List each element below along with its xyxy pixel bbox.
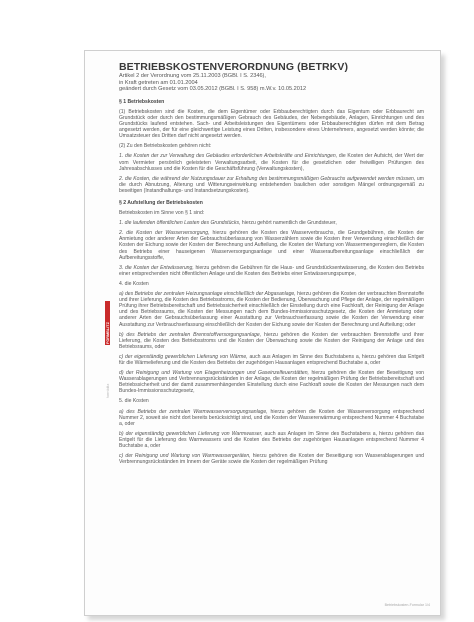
section-1-heading: § 1 Betriebskosten	[119, 98, 165, 105]
section-2-item-4a-text: hierzu gehören die Kosten der verbrauchten Brennstoffe und ihrer Lieferung, die Kosten des Betriebsstroms, die Kosten der Bedienung, Überwachung und Pflege der Anlage, der regelmäßigen Prüfung ihrer Betriebsbereitschaft und Betriebssicherheit einschließlich der Einstellung durch eine Fachkraft, der Reinigung der Anlage und des Betriebsraums, die Kosten der Messungen nach dem Bundes-Immissionsschutzgesetz, die Kosten der Anmietung oder anderer Arten der Gebrauchsüberlassung einer Ausstattung zur Verbrauchserfassung sowie die Kosten der Verwendung einer Ausstattung zur Verbrauchserfassung einschließlich der Kosten der Eichung sowie der Kosten der Berechnung und Aufteilung; oder	[119, 291, 424, 328]
section-2-item-5c	[119, 453, 424, 465]
section-2-item-4d-text: hierzu gehören die Kosten der Beseitigung von Wasserablagerungen und Verbrennungsrückständen in der Anlage, die Kosten der regelmäßigen Prüfung der Betriebsbereitschaft und Betriebssicherheit und der damit zusammenhängenden Einstellung durch eine Fachkraft sowie die Kosten der Messungen nach dem Bundes-Immissionsschutzgesetz,	[119, 370, 424, 395]
section-2-item-5b-italic: b) der eigenständig gewerblichen Lieferung von Warmwasser,	[119, 430, 263, 437]
document-content	[119, 61, 424, 465]
section-2-item-5b	[119, 431, 424, 449]
section-2-item-3	[119, 265, 424, 277]
page-footer: Betriebskosten-Formular 1/4	[384, 603, 430, 607]
document-subtitle-line-1: Artikel 2 der Verordnung vom 25.11.2003 (BGBl. I S. 2346),	[119, 73, 266, 79]
section-2-item-4d-italic: d) der Reinigung und Wartung von Etagenheizungen und Gaseinzelfeuerstätten,	[119, 370, 309, 377]
section-2-item-2	[119, 230, 424, 260]
section-2-item-2-italic: 2. die Kosten der Wasserversorgung,	[119, 230, 210, 237]
section-1-item-1-text: die Kosten der Aufsicht, der Wert der vom Vermieter persönlich geleisteten Verwaltungsarbeit, die Kosten für die gesetzlichen oder freiwilligen Prüfungen des Jahresabschlusses und die Kosten für die Geschäftsführung (Verwaltungskosten),	[119, 153, 424, 172]
section-2-item-2-text: hierzu gehören die Kosten des Wasserverbrauchs, die Grundgebühren, die Kosten der Anmietung oder anderer Arten der Gebrauchsüberlassung von Wasserzählern sowie die Kosten ihrer Verwendung einschließlich der Kosten der Eichung sowie der Kosten der Berechnung und Aufteilung, die Kosten der Wartung von Wassermengenreglern, die Kosten des Betriebs einer hauseigenen Wasserversorgungsanlage und einer Wasseraufbereitungsanlage einschließlich der Aufbereitungsstoffe,	[119, 230, 425, 261]
section-2-item-4b	[119, 332, 424, 350]
brand-logo-text-grey: formblitz	[106, 383, 110, 398]
section-1-item-2-text: um die durch Abnutzung, Alterung und Witterungseinwirkung entstehenden baulichen oder sonstigen Mängel ordnungsgemäß zu beseitigen (Instandhaltungs- und Instandsetzungskosten).	[119, 175, 424, 194]
section-2-item-5a-text: hierzu gehören die Kosten der Wasserversorgung entsprechend Nummer 2, soweit sie nicht dort bereits berücksichtigt sind, und die Kosten der Wassererwärmung entsprechend Nummer 4 Buchstabe a, oder	[119, 408, 424, 427]
section-2-item-5c-italic: c) der Reinigung und Wartung von Warmwassergeräten,	[119, 453, 251, 460]
section-2-item-5a-italic: a) des Betriebs der zentralen Warmwasserversorgungsanlage,	[119, 408, 268, 415]
section-2-item-3-italic: 3. die Kosten der Entwässerung,	[119, 264, 194, 271]
document-subtitle-line-3: geändert durch Gesetz vom 03.05.2012 (BGBl. I S. 958) m.W.v. 10.05.2012	[119, 86, 307, 93]
brand-logo-text: FORMBLITZ	[106, 322, 110, 344]
section-2-item-5c-text: hierzu gehören die Kosten der Beseitigung von Wasserablagerungen und Verbrennungsrückständen im Innern der Geräte sowie die Kosten der regelmäßigen Prüfung	[119, 453, 424, 466]
section-1-paragraph-2: (2) Zu den Betriebskosten gehören nicht:	[119, 143, 212, 150]
section-2-item-4c-italic: c) der eigenständig gewerblichen Lieferung von Wärme,	[119, 353, 248, 360]
section-2-item-5b-text: auch aus Anlagen im Sinne des Buchstabens a, hierzu gehören das Entgelt für die Lieferung des Warmwassers und die Kosten des Betriebs der zugehörigen Hausanlagen entsprechend Nummer 4 Buchstabe a, oder	[119, 430, 424, 449]
brand-logo-grey	[105, 347, 110, 399]
section-1-item-2-italic: 2. die Kosten, die während der Nutzungsdauer zur Erhaltung des bestimmungsmäßigen Gebrauchs aufgewendet werden müssen,	[119, 175, 416, 182]
section-2-item-4b-text: hierzu gehören die Kosten der verbrauchten Brennstoffe und ihrer Lieferung, die Kosten des Betriebsstroms und die Kosten der Überwachung sowie die Kosten der Reinigung der Anlage und des Betriebsraums, oder	[119, 331, 424, 350]
section-2-item-5: 5. die Kosten	[119, 398, 149, 405]
document-title: BETRIEBSKOSTENVERORDNUNG (BETRKV)	[119, 61, 349, 73]
section-2-item-1-text: hierzu gehört namentlich die Grundsteuer,	[240, 220, 337, 227]
section-2-item-4c	[119, 354, 424, 366]
section-2-item-5a	[119, 409, 424, 427]
section-2-item-4a	[119, 291, 424, 328]
section-1-item-2	[119, 176, 424, 194]
section-1-item-1-italic: 1. die Kosten der zur Verwaltung des Gebäudes erforderlichen Arbeitskräfte und Einrichtungen,	[119, 153, 338, 160]
section-2-item-3-text: hierzu gehören die Gebühren für die Haus- und Grundstücksentwässerung, die Kosten des Betriebs einer entsprechenden nicht öffentlichen Anlage und die Kosten des Betriebs einer Entwässerungspumpe,	[119, 264, 424, 277]
document-page	[84, 50, 441, 616]
section-2-item-1	[119, 220, 424, 226]
section-2-item-4: 4. die Kosten	[119, 280, 149, 287]
section-2-item-1-italic: 1. die laufenden öffentlichen Lasten des Grundstücks,	[119, 220, 241, 227]
brand-sideband	[105, 301, 110, 401]
section-2-intro: Betriebskosten im Sinne von § 1 sind:	[119, 210, 205, 217]
section-2-heading: § 2 Aufstellung der Betriebskosten	[119, 200, 203, 206]
document-subtitle-line-2: in Kraft getreten am 01.01.2004	[119, 79, 198, 86]
section-1-paragraph-1: (1) Betriebskosten sind die Kosten, die dem Eigentümer oder Erbbauberechtigten durch das Eigentum oder Erbbaurecht am Grundstück oder durch den bestimmungsmäßigen Gebrauch des Gebäudes, der Nebengebäude, Anlagen, Einrichtungen und des Grundstücks laufend entstehen. Sach- und Arbeitsleistungen des Eigentümers oder Erbbauberechtigten dürfen mit dem Betrag angesetzt werden, der für eine gleichwertige Leistung eines Dritten, insbesondere eines Unternehmers, angesetzt werden könnte; die Umsatzsteuer des Dritten darf nicht angesetzt werden.	[119, 108, 424, 140]
section-2-item-4b-italic: b) des Betriebs der zentralen Brennstoffversorgungsanlage,	[119, 331, 262, 338]
section-2-item-4a-italic: a) des Betriebs der zentralen Heizungsanlage einschließlich der Abgasanlage,	[119, 291, 296, 298]
section-1-item-1	[119, 153, 424, 171]
brand-logo-red	[105, 301, 110, 345]
section-2-item-4d	[119, 370, 424, 394]
section-2-item-4c-text: auch aus Anlagen im Sinne des Buchstabens a, hierzu gehören das Entgelt für die Wärmelieferung und die Kosten des Betriebs der zugehörigen Hausanlagen entsprechend Buchstabe a, oder	[119, 353, 424, 366]
